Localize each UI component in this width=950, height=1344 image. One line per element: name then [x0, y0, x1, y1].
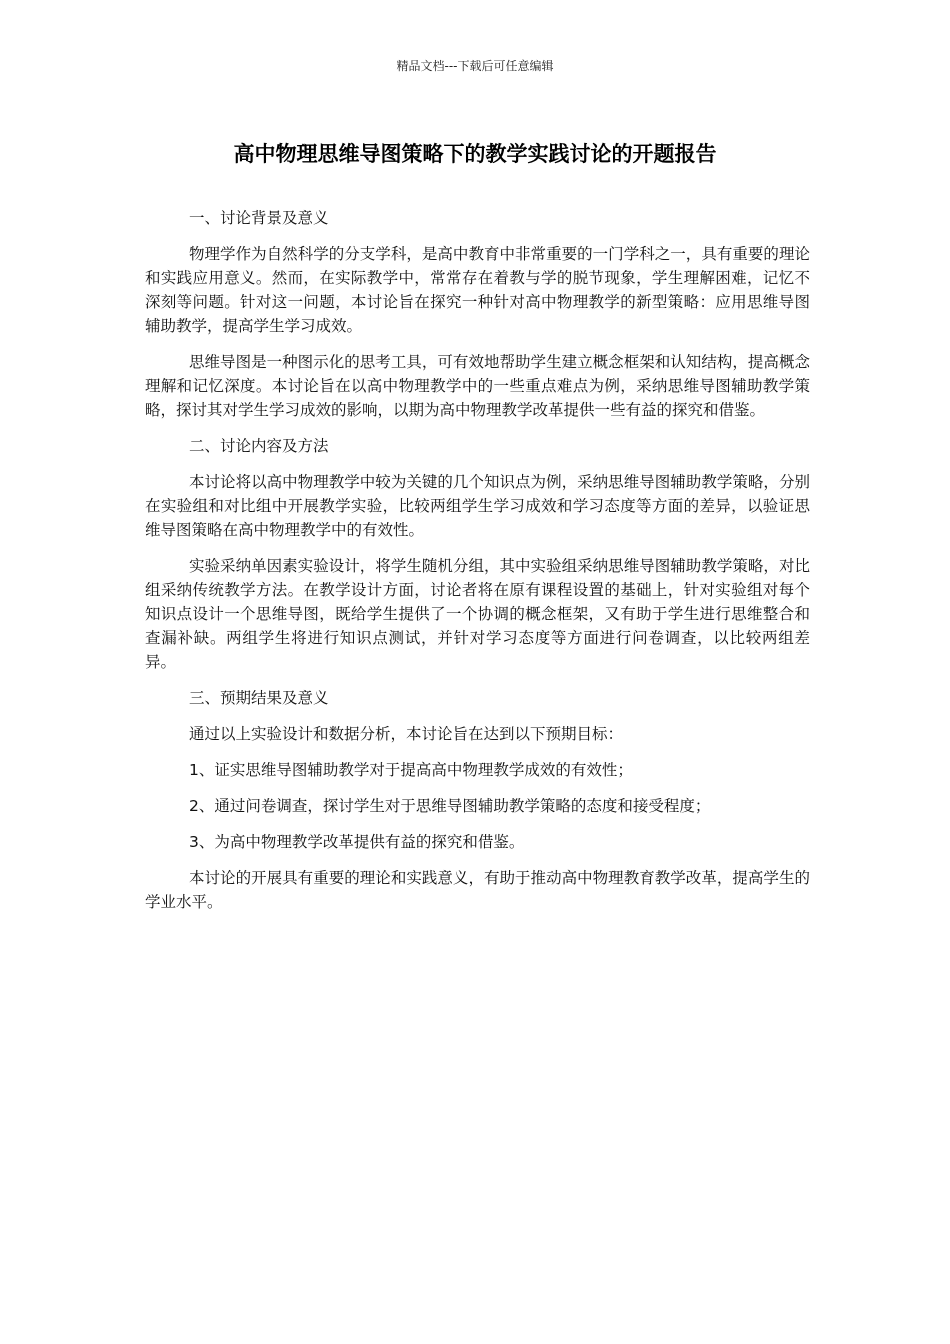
document-body — [145, 206, 810, 926]
paragraph: 物理学作为自然科学的分支学科，是高中教育中非常重要的一门学科之一，具有重要的理论和实践应用意义。然而，在实际教学中，常常存在着教与学的脱节现象，学生理解困难，记忆不深刻等问题。针对这一问题，本讨论旨在探究一种针对高中物理教学的新型策略：应用思维导图辅助教学，提高学生学习成效。 — [145, 245, 810, 335]
paragraph-conclusion: 本讨论的开展具有重要的理论和实践意义，有助于推动高中物理教育教学改革，提高学生的学业水平。 — [145, 869, 810, 911]
paragraph: 实验采纳单因素实验设计，将学生随机分组，其中实验组采纳思维导图辅助教学策略，对比组采纳传统教学方法。在教学设计方面，讨论者将在原有课程设置的基础上，针对实验组对每个知识点设计一个思维导图，既给学生提供了一个协调的概念框架，又有助于学生进行思维整合和查漏补缺。两组学生将进行知识点测试，并针对学习态度等方面进行问卷调查，以比较两组差异。 — [145, 557, 810, 671]
section-heading-background: 一、讨论背景及意义 — [189, 209, 329, 227]
list-item-goal: 3、为高中物理教学改革提供有益的探究和借鉴。 — [189, 833, 525, 851]
document-title: 高中物理思维导图策略下的教学实践讨论的开题报告 — [233, 142, 717, 166]
section-heading-content-method: 二、讨论内容及方法 — [189, 437, 329, 455]
paragraph: 思维导图是一种图示化的思考工具，可有效地帮助学生建立概念框架和认知结构，提高概念理解和记忆深度。本讨论旨在以高中物理教学中的一些重点难点为例，采纳思维导图辅助教学策略，探讨其对学生学习成效的影响，以期为高中物理教学改革提供一些有益的探究和借鉴。 — [145, 353, 810, 419]
section-heading-expected-results: 三、预期结果及意义 — [189, 689, 329, 707]
list-item-goal: 1、证实思维导图辅助教学对于提高高中物理教学成效的有效性； — [189, 761, 633, 779]
paragraph: 通过以上实验设计和数据分析，本讨论旨在达到以下预期目标： — [189, 725, 624, 743]
list-item-goal: 2、通过问卷调查，探讨学生对于思维导图辅助教学策略的态度和接受程度； — [189, 797, 711, 815]
page-header-note: 精品文档---下载后可任意编辑 — [396, 59, 554, 73]
paragraph: 本讨论将以高中物理教学中较为关键的几个知识点为例，采纳思维导图辅助教学策略，分别在实验组和对比组中开展教学实验，比较两组学生学习成效和学习态度等方面的差异，以验证思维导图策略在高中物理教学中的有效性。 — [145, 473, 810, 539]
